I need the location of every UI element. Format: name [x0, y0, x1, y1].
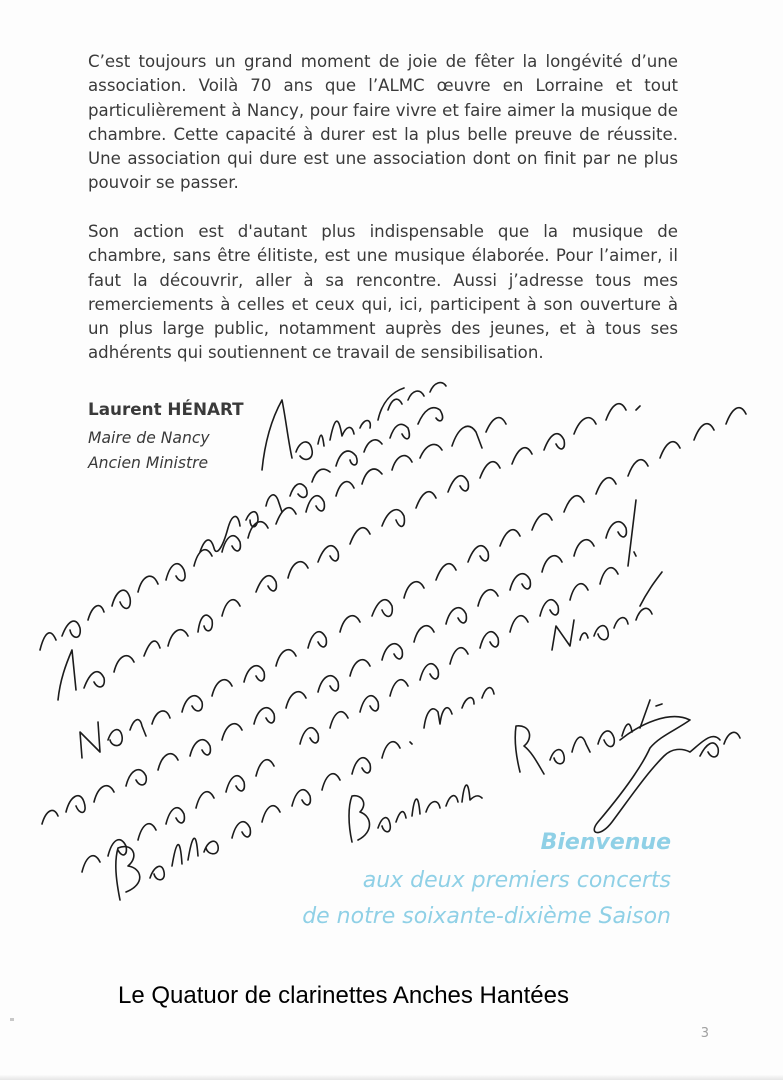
handwriting-stroke: [515, 700, 662, 774]
handwriting-stroke: [58, 404, 640, 700]
welcome-line-2: aux deux premiers concerts: [362, 868, 671, 893]
handwriting-stroke: [552, 572, 662, 650]
signatory-role-minister: Ancien Ministre: [88, 454, 209, 472]
photo-caption: Le Quatuor de clarinettes Anches Hantées: [118, 982, 569, 1009]
letter-paragraph-2: Son action est d'autant plus indispensable que la musique de chambre, sans être élitiste, est une musique élaborée. Pour l’aimer, il faut la découvrir, aller à sa rencontre. Aussi j’adresse tous mes remerciements à celles et ceux qui, ici, participent à son ouverture à un plus large public, notamment auprès des jeunes, et à tous ses adhérents qui soutiennent ce travail de sensibilisation.: [88, 222, 678, 363]
page-edge-shadow: [0, 1074, 783, 1080]
letter-paragraph-1: C’est toujours un grand moment de joie de fêter la longévité d’une association. Voilà 70 ans que l’ALMC œuvre en Lorraine et tout particulièrement à Nancy, pour faire vivre et faire aimer la musique de chambre. Cette capacité à durer est la plus belle preuve de réussite. Une association qui dure est une association dont on finit par ne plus pouvoir se passer.: [88, 52, 678, 193]
handwriting-stroke: [40, 418, 506, 650]
handwriting-stroke: [42, 522, 626, 824]
scan-mark: [10, 1018, 14, 1021]
signatory-name: Laurent HÉNART: [88, 399, 244, 419]
signatory-role-mayor: Maire de Nancy: [88, 429, 210, 447]
welcome-title: Bienvenue: [540, 830, 671, 855]
handwriting-stroke: [349, 785, 482, 842]
handwriting-stroke: [594, 717, 740, 833]
welcome-line-3: de notre soixante-dixième Saison: [302, 904, 671, 929]
page-number: 3: [700, 1026, 709, 1041]
handwriting-stroke: [82, 500, 636, 872]
handwriting-stroke: [200, 408, 443, 552]
handwriting-stroke: [262, 383, 446, 470]
